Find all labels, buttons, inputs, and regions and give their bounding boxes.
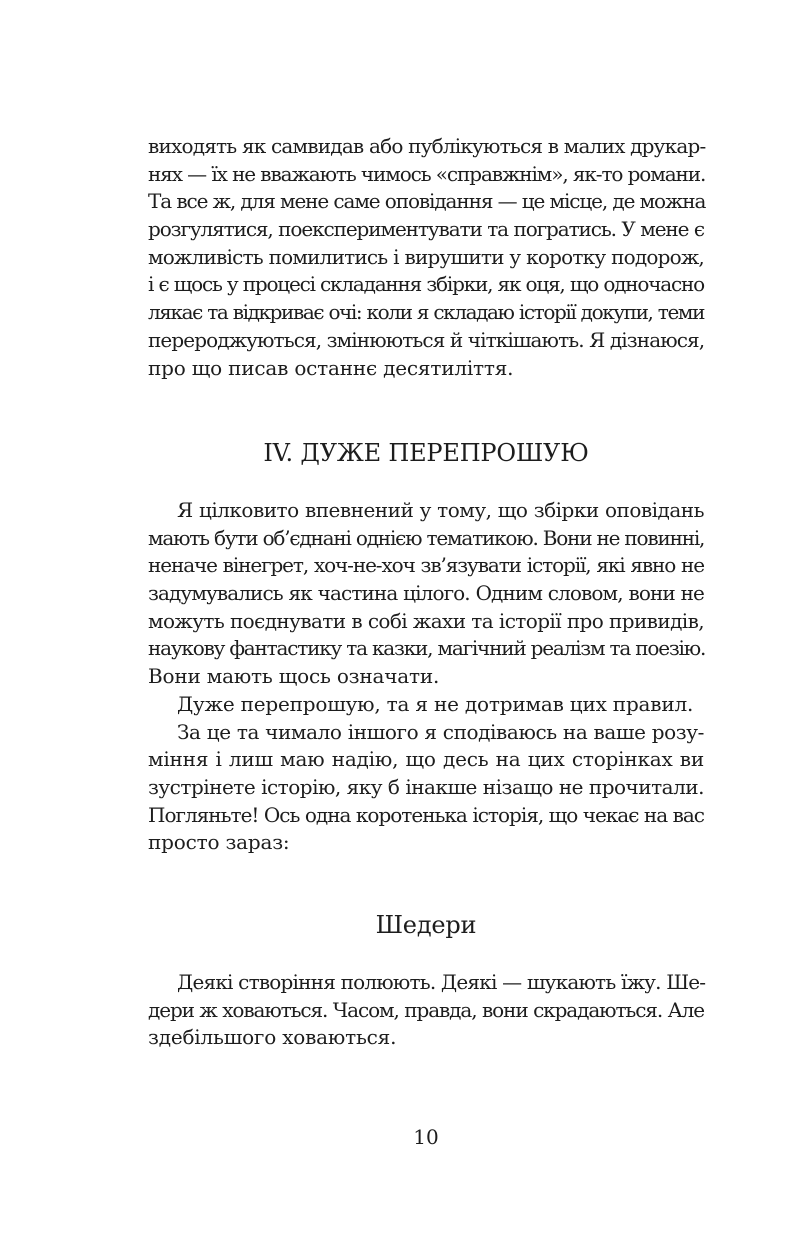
section-heading: IV. ДУЖЕ ПЕРЕПРОШУЮ <box>263 439 589 467</box>
text-line: Деякі створіння полюють. Деякі — шукають їжу. Ше- <box>177 970 706 994</box>
text-line: лякає та відкриває очі: коли я складаю історії докупи, теми <box>148 300 704 325</box>
text-line: Дуже перепрошую, та я не дотримав цих правил. <box>177 691 694 716</box>
text-line: дери ж ховаються. Часом, правда, вони скрадаються. Але <box>148 997 704 1022</box>
text-line: виходять як самвидав або публікуються в малих друкар- <box>148 134 706 158</box>
text-line: розгулятися, поекспериментувати та погратись. У мене є <box>148 217 704 242</box>
intro-paragraph <box>148 133 704 382</box>
text-line: можуть поєднувати в собі жахи та історії про привидів, <box>148 608 704 633</box>
text-line: про що писав останнє десятиліття. <box>148 355 514 380</box>
text-line: можливість помилитись і вирушити у коротку подорож, <box>148 244 704 269</box>
text-line: За це та чимало іншого я сподіваюсь на ваше розу- <box>177 719 704 744</box>
text-line: мають бути об’єднані однією тематикою. Вони не повинні, <box>148 525 705 550</box>
text-line: Вони мають щось означати. <box>148 664 440 689</box>
section-body <box>148 497 704 857</box>
text-line: і є щось у процесі складання збірки, як оця, що одночасно <box>148 272 704 297</box>
text-line: перероджуються, змінюються й чіткішають. Я дізнаюся, <box>148 327 705 352</box>
text-line: міння і лиш маю надію, що десь на цих сторінках ви <box>148 747 704 772</box>
page-number: 10 <box>413 1125 439 1149</box>
text-line: задумувались як частина цілого. Одним словом, вони не <box>148 581 704 606</box>
story-body <box>148 969 704 1052</box>
story-heading: Шедери <box>375 911 477 939</box>
text-line: неначе вінегрет, хоч-не-хоч зв’язувати історії, які явно не <box>148 553 704 578</box>
text-line: нях — їх не вважають чимось «справжнім», як-то романи. <box>148 161 706 186</box>
text-line: Погляньте! Ось одна коротенька історія, що чекає на вас <box>148 802 704 827</box>
text-line: наукову фантастику та казки, магічний реалізм та поезію. <box>148 636 706 661</box>
text-line: просто зараз: <box>148 830 290 855</box>
text-line: Та все ж, для мене саме оповідання — це місце, де можна <box>148 189 706 214</box>
text-line: зустрінете історію, яку б інакше нізащо не прочитали. <box>148 774 704 799</box>
text-line: Я цілковито впевнений у тому, що збірки оповідань <box>177 498 704 522</box>
text-line: здебільшого ховаються. <box>148 1025 397 1050</box>
